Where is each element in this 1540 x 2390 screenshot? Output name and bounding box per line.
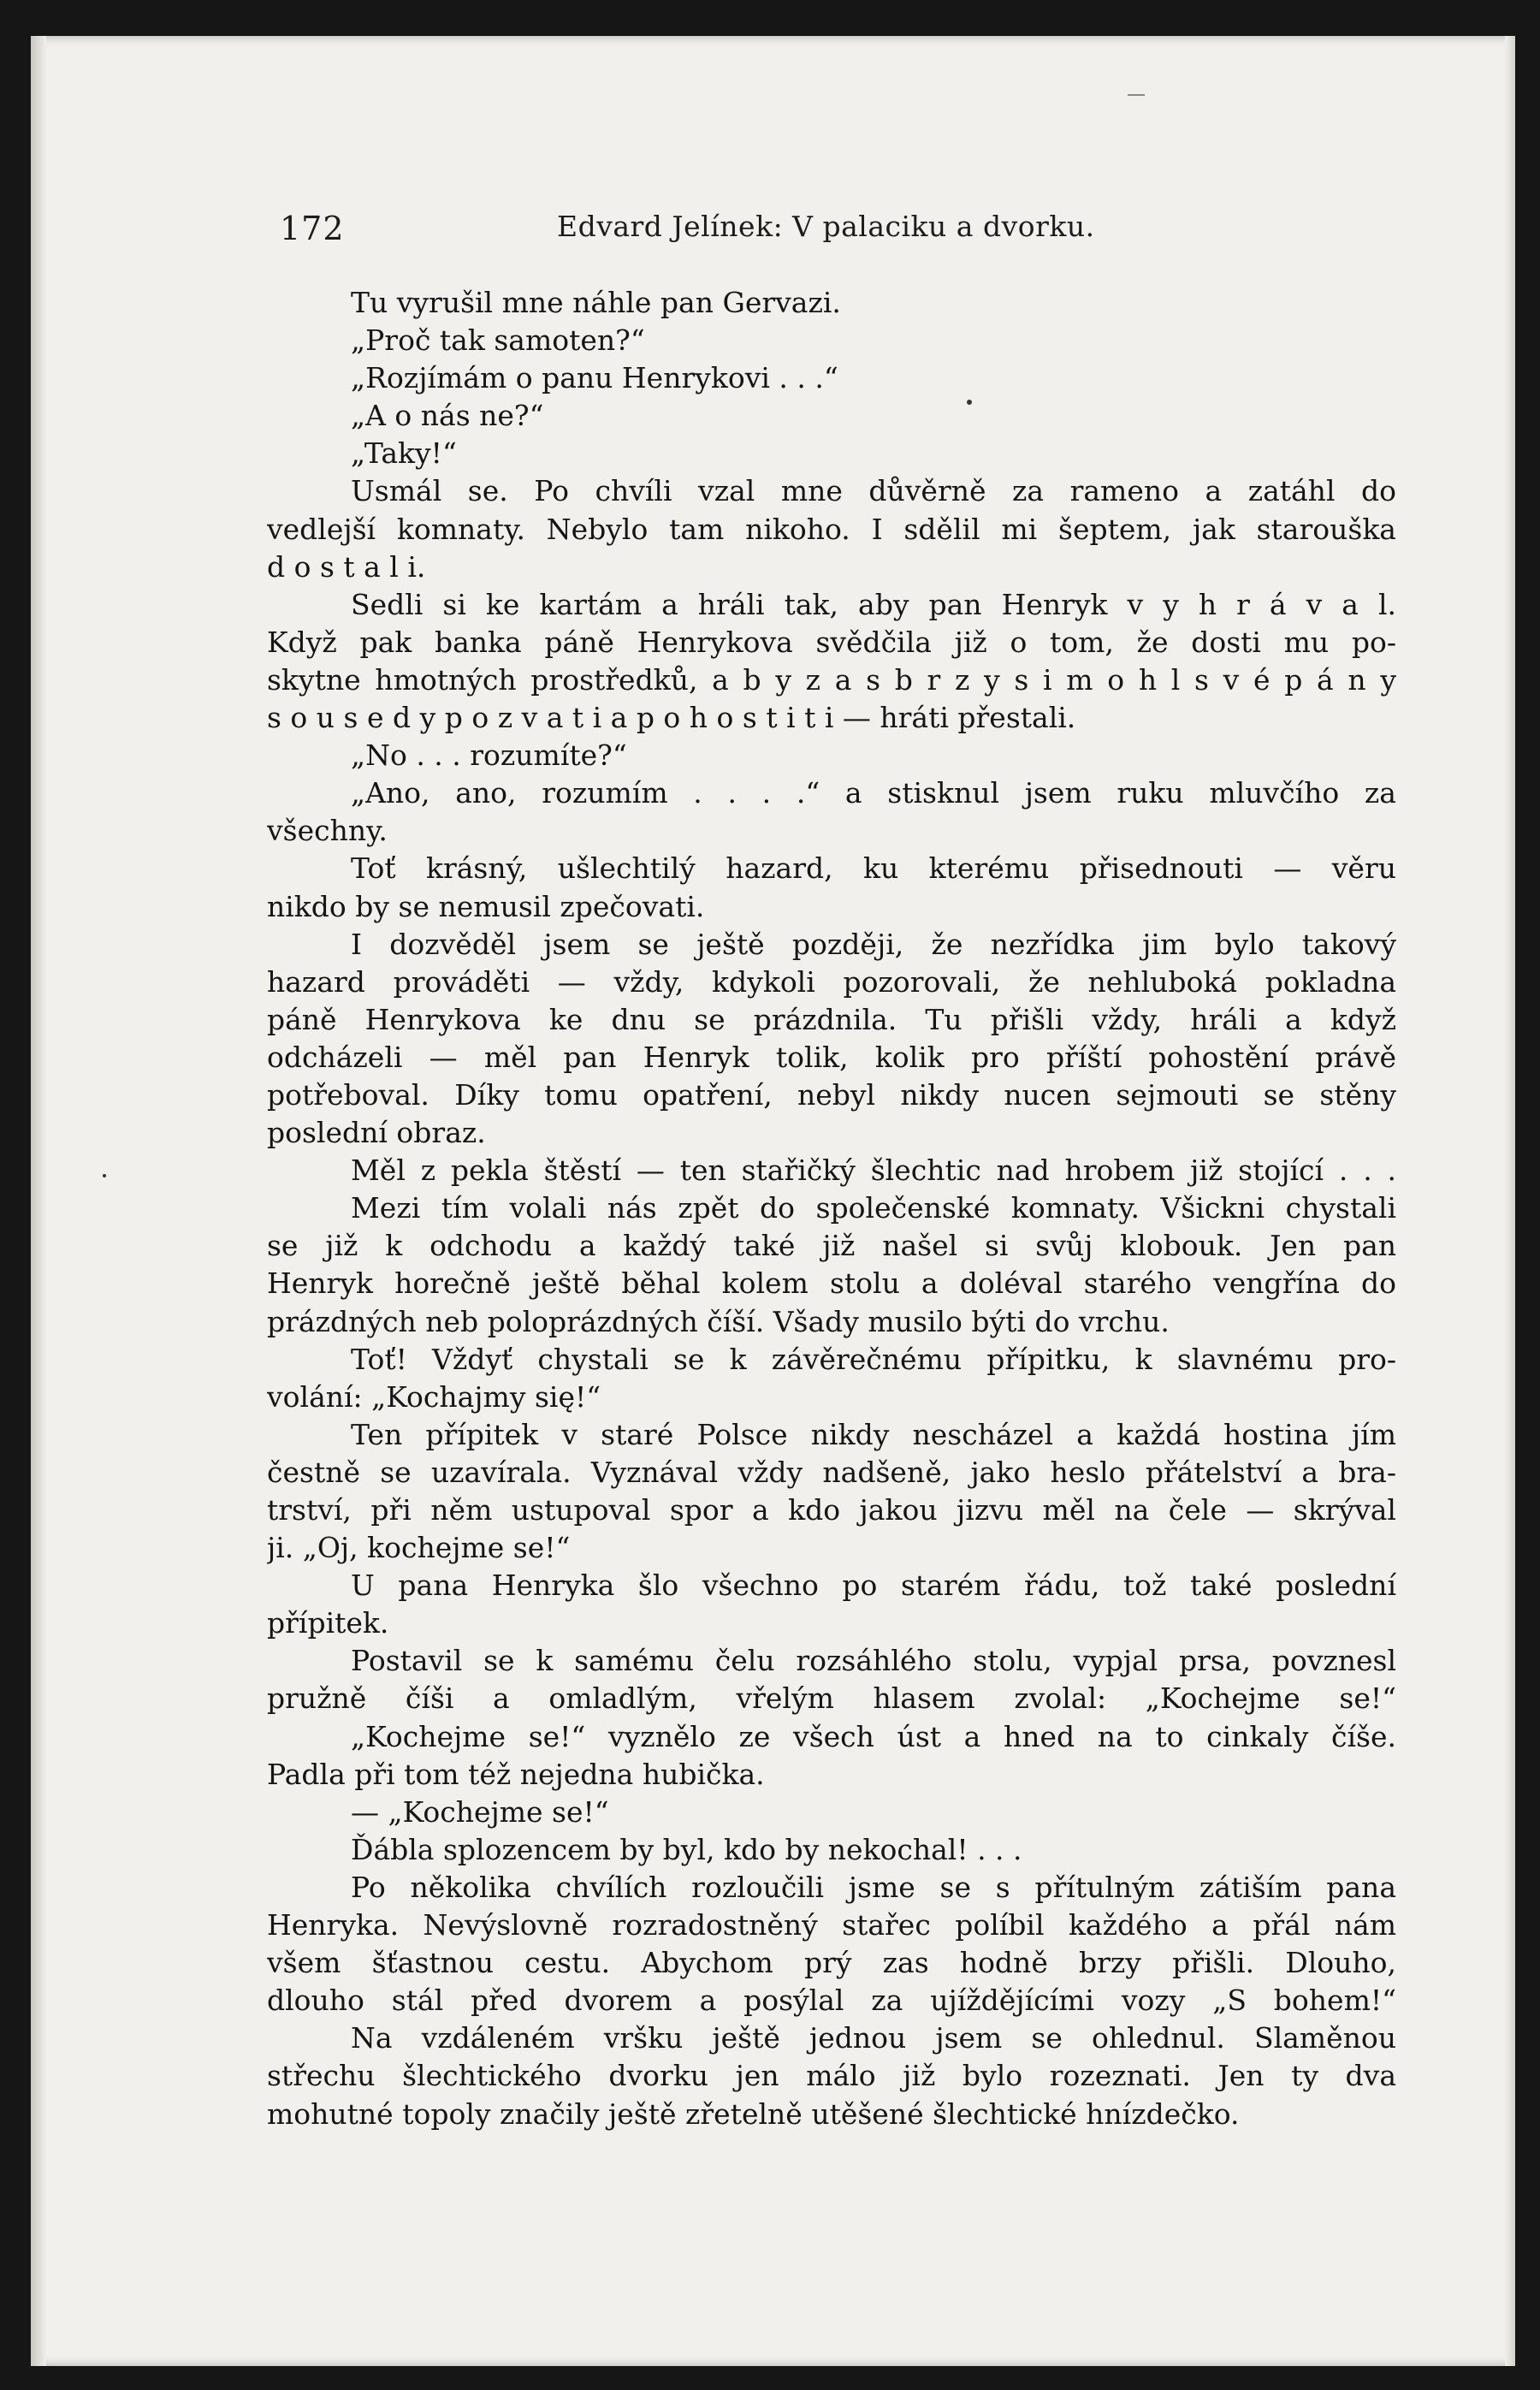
text-line: Henryk horečně ještě běhal kolem stolu a doléval starého vengřína do [267, 1266, 1396, 1301]
text-line: vedlejší komnaty. Nebylo tam nikoho. I sdělil mi šeptem, jak starouška [267, 512, 1396, 546]
page-edge-shadow [1505, 36, 1515, 2366]
text-line: Sedli si ke kartám a hráli tak, aby pan Henryk v y h r á v a l. [351, 587, 1396, 621]
text-line: se již k odchodu a každý také již našel si svůj klobouk. Jen pan [267, 1229, 1396, 1263]
text-line: všechny. [267, 814, 388, 848]
text-line: „Ano, ano, rozumím . . . .“ a stisknul jsem ruku mluvčího za [351, 776, 1396, 810]
text-line: Ten přípitek v staré Polsce nikdy nescházel a každá hostina jím [351, 1417, 1396, 1451]
text-line: I dozvěděl jsem se ještě později, že nezřídka jim bylo takový [351, 927, 1396, 961]
text-line: čestně se uzavírala. Vyznával vždy nadšeně, jako heslo přátelství a bra- [267, 1455, 1396, 1489]
text-line: pružně číši a omladlým, vřelým hlasem zvolal: „Kochejme se!“ [267, 1681, 1396, 1716]
text-line: trství, při něm ustupoval spor a kdo jakou jizvu měl na čele — skrýval [267, 1493, 1396, 1527]
text-line: Padla při tom též nejedna hubička. [267, 1757, 765, 1791]
text-line: Ďábla splozencem by byl, kdo by nekochal! . . . [351, 1832, 1022, 1866]
text-line: „Rozjímám o panu Henrykovi . . .“ [351, 361, 838, 395]
text-line: Měl z pekla štěstí — ten stařičký šlechtic nad hrobem již stojící . . . [351, 1153, 1396, 1188]
text-line: mohutné topoly značily ještě zřetelně utěšené šlechtické hnízdečko. [267, 2096, 1240, 2131]
text-line: přípitek. [267, 1606, 389, 1640]
text-line: ji. „Oj, kochejme se!“ [267, 1531, 571, 1565]
text-line: d o s t a l i. [267, 549, 426, 584]
page-gutter-shadow [31, 36, 46, 2366]
text-line: Mezi tím volali nás zpět do společenské komnaty. Všickni chystali [351, 1191, 1396, 1225]
text-line: Postavil se k samému čelu rozsáhlého stolu, vypjal prsa, povznesl [351, 1644, 1396, 1678]
text-line: hazard prováděti — vždy, kdykoli pozorovali, že nehluboká pokladna [267, 964, 1396, 999]
text-line: Tu vyrušil mne náhle pan Gervazi. [351, 286, 841, 319]
text-line: s o u s e d y p o z v a t i a p o h o s t i t i — hráti přestali. [267, 701, 1076, 735]
book-page [31, 36, 1515, 2366]
page-number: 172 [280, 210, 345, 247]
text-line: „A o nás ne?“ [351, 399, 544, 433]
text-line: Když pak banka páně Henrykova svědčila již o tom, že dosti mu po- [267, 625, 1396, 659]
text-line: volání: „Kochajmy się!“ [267, 1379, 601, 1414]
text-line: potřeboval. Díky tomu opatření, nebyl nikdy nucen sejmouti se stěny [267, 1077, 1396, 1112]
text-line: „No . . . rozumíte?“ [351, 738, 627, 773]
text-line: střechu šlechtického dvorku jen málo již bylo rozeznati. Jen ty dva [267, 2059, 1396, 2093]
body-text [267, 284, 1396, 2133]
text-line: všem šťastnou cestu. Abychom prý zas hodně brzy přišli. Dlouho, [267, 1946, 1396, 1980]
text-line: páně Henrykova ke dnu se prázdnila. Tu přišli vždy, hráli a když [267, 1002, 1396, 1036]
text-line: Henryka. Nevýslovně rozradostněný stařec políbil každého a přál nám [267, 1908, 1396, 1942]
text-line: nikdo by se nemusil zpečovati. [267, 889, 705, 923]
text-line: skytne hmotných prostředků, a b y z a s b r z y s i m o h l s v é p á n y [267, 662, 1396, 697]
text-line: Toť krásný, ušlechtilý hazard, ku kterému přisednouti — věru [351, 851, 1396, 886]
text-line: odcházeli — měl pan Henryk tolik, kolik pro příští pohostění právě [267, 1040, 1396, 1074]
print-speck [967, 400, 972, 405]
text-line: Usmál se. Po chvíli vzal mne důvěrně za rameno a zatáhl do [351, 474, 1396, 508]
text-line: „Kochejme se!“ vyznělo ze všech úst a hned na to cinkaly číše. [351, 1719, 1396, 1753]
print-speck [103, 1174, 106, 1177]
text-line: „Taky!“ [351, 436, 457, 471]
text-line: Na vzdáleném vršku ještě jednou jsem se ohlednul. Slaměnou [351, 2021, 1396, 2055]
running-head [31, 203, 1515, 254]
print-mark [1128, 94, 1145, 96]
text-line: dlouho stál před dvorem a posýlal za ujíždějícími vozy „S bohem!“ [267, 1984, 1396, 2018]
text-line: prázdných neb poloprázdných číší. Všady musilo býti do vrchu. [267, 1304, 1170, 1338]
text-line: Toť! Vždyť chystali se k závěrečnému přípitku, k slavnému pro- [351, 1342, 1396, 1376]
text-line: U pana Henryka šlo všechno po starém řádu, tož také poslední [351, 1569, 1396, 1603]
text-line: „Proč tak samoten?“ [351, 323, 645, 358]
text-line: poslední obraz. [267, 1116, 486, 1150]
text-line: — „Kochejme se!“ [351, 1794, 609, 1829]
text-line: Po několika chvílích rozloučili jsme se s přítulným zátiším pana [351, 1870, 1396, 1904]
running-title: Edvard Jelínek: V palaciku a dvorku. [557, 210, 1095, 243]
